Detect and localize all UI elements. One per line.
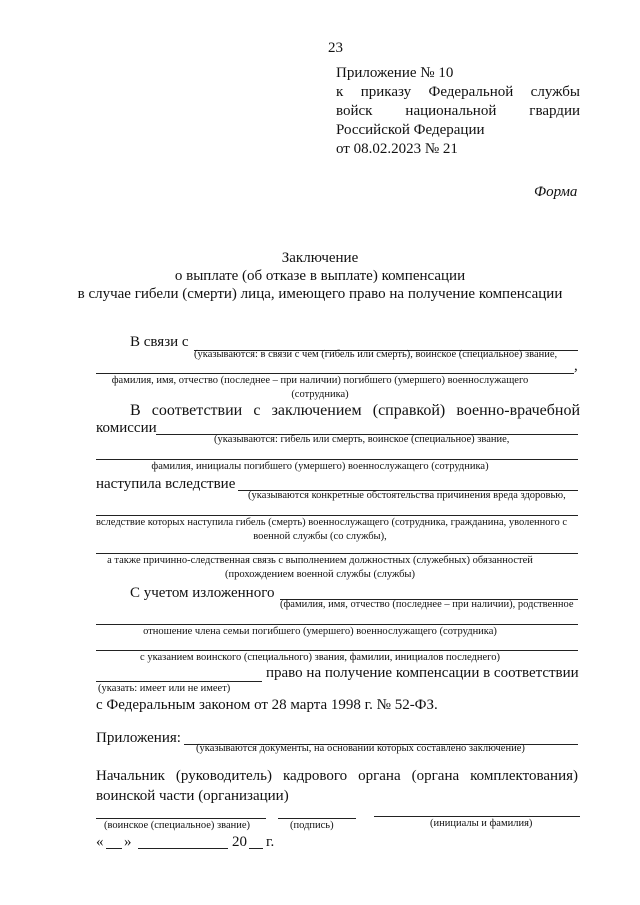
fill-line — [96, 650, 578, 651]
fill-line — [96, 553, 578, 554]
field-hint: (инициалы и фамилия) — [430, 818, 533, 829]
title-line: в случае гибели (смерти) лица, имеющего право на получение компенсации — [77, 286, 563, 302]
field-hint: (указываются документы, на основании которых составлено заключение) — [196, 743, 525, 754]
section-lead: наступила вследствие — [96, 476, 236, 492]
field-hint: с указанием воинского (специального) звания, фамилии, инициалов последнего) — [140, 652, 500, 663]
appendix-line: Приложение № 10 — [336, 65, 454, 81]
field-hint: (сотрудника) — [291, 389, 349, 400]
field-hint: (указываются: гибель или смерть, воинское (специальное) звание, — [214, 434, 510, 445]
fill-line — [96, 373, 574, 374]
field-hint: военной службы (со службы), — [253, 531, 387, 542]
field-hint: (подпись) — [290, 820, 334, 831]
appendix-line: от 08.02.2023 № 21 — [336, 141, 458, 157]
field-hint: (указать: имеет или не имеет) — [98, 683, 231, 694]
title-line: о выплате (об отказе в выплате) компенсации — [174, 268, 466, 284]
field-hint: отношение члена семьи погибшего (умершего) военнослужащего (сотрудника) — [143, 626, 497, 637]
section-text: с Федеральным законом от 28 марта 1998 г. № 52-ФЗ. — [96, 697, 438, 713]
field-hint: фамилия, инициалы погибшего (умершего) военнослужащего (сотрудника) — [151, 461, 489, 472]
appendix-line: войск национальной гвардии — [336, 103, 580, 119]
fill-line — [96, 459, 578, 460]
page-number: 23 — [328, 40, 343, 56]
title-line: Заключение — [281, 250, 359, 266]
field-hint: (указываются конкретные обстоятельства причинения вреда здоровью, — [248, 490, 566, 501]
year-prefix: 20 — [232, 834, 247, 850]
section-lead: С учетом изложенного — [130, 585, 275, 601]
name-line — [374, 816, 580, 817]
field-hint: вследствие которых наступила гибель (смерть) военнослужащего (сотрудника, гражданина, уволенного с — [96, 517, 568, 528]
quote-open: « — [96, 834, 104, 850]
signature-line — [278, 818, 356, 819]
appendix-line: к приказу Федеральной службы — [336, 84, 580, 100]
field-hint: (фамилия, имя, отчество (последнее – при наличии), родственное — [280, 599, 574, 610]
field-hint: а также причинно-следственная связь с выполнением должностных (служебных) обязанностей — [107, 555, 533, 566]
section-lead: В связи с — [130, 334, 189, 350]
appendix-line: Российской Федерации — [336, 122, 485, 138]
field-hint: (прохождением военной службы (службы) — [225, 569, 415, 580]
attachments-lead: Приложения: — [96, 730, 181, 746]
fill-line — [96, 681, 262, 682]
fill-line — [96, 624, 578, 625]
chief-title: воинской части (организации) — [96, 788, 289, 804]
rank-line — [96, 818, 266, 819]
year-blank — [249, 848, 263, 849]
quote-close: » — [124, 834, 132, 850]
day-blank — [106, 848, 122, 849]
section-text: право на получение компенсации в соответствии — [266, 665, 579, 681]
punctuation: , — [574, 358, 578, 374]
section-text: В соответствии с заключением (справкой) военно-врачебной — [130, 402, 580, 419]
field-hint: (воинское (специальное) звание) — [104, 820, 251, 831]
section-lead: комиссии — [96, 420, 157, 436]
chief-title: Начальник (руководитель) кадрового органа (органа комплектования) — [96, 768, 578, 784]
field-hint: (указываются: в связи с чем (гибель или смерть), воинское (специальное) звание, — [194, 349, 558, 360]
month-blank — [138, 848, 228, 849]
year-suffix: г. — [266, 834, 275, 850]
field-hint: фамилия, имя, отчество (последнее – при наличии) погибшего (умершего) военнослужащего — [111, 375, 529, 386]
fill-line — [96, 515, 578, 516]
form-label: Форма — [534, 184, 578, 200]
